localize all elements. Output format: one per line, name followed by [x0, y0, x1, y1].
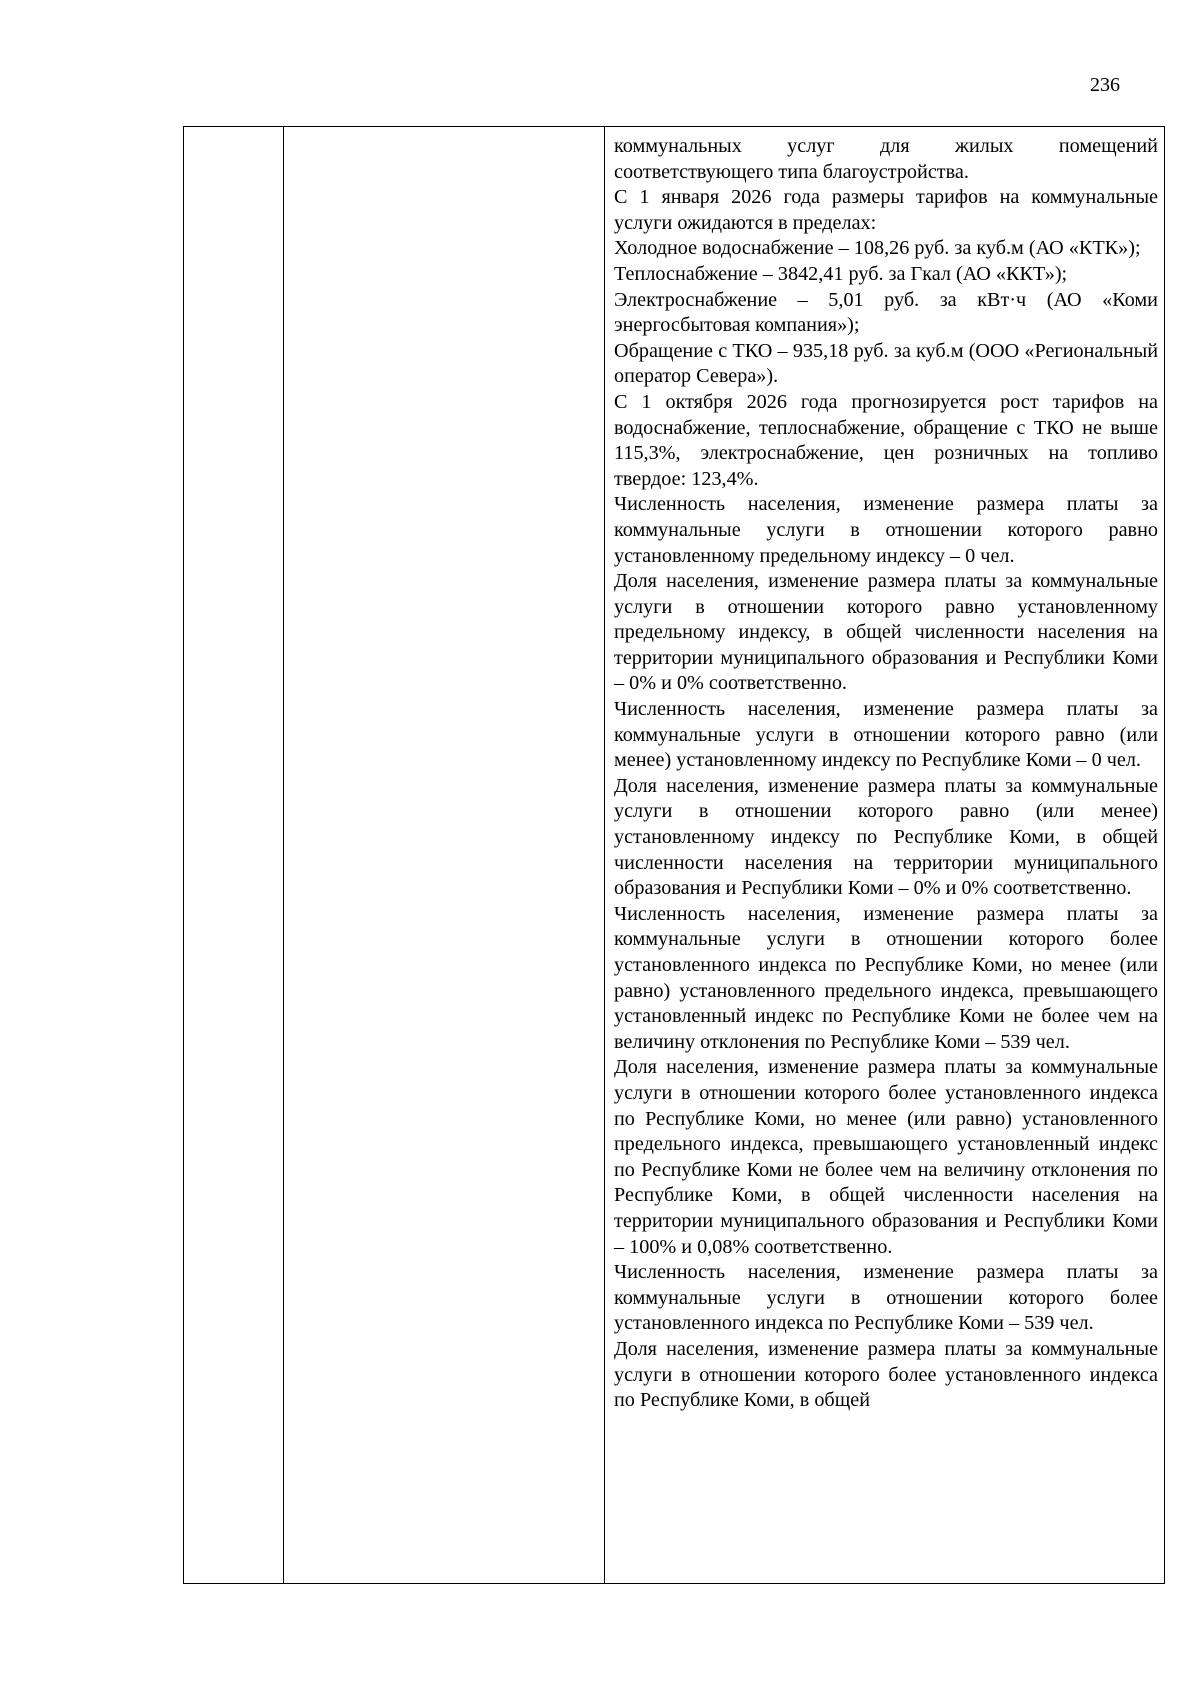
paragraph: Обращение с ТКО – 935,18 руб. за куб.м (ООО «Региональный оператор Севера»).	[614, 339, 1158, 388]
paragraph: Численность населения, изменение размера платы за коммунальные услуги в отношении которого более установленного индекса по Республике Коми, но менее (или равно) установленного предельного индекса, превышающего установленный индекс по Республике Коми не более чем на величину отклонения по Республике Коми – 539 чел.	[614, 902, 1158, 1053]
paragraph: Численность населения, изменение размера платы за коммунальные услуги в отношении которого равно (или менее) установленному индексу по Республике Коми – 0 чел.	[614, 698, 1158, 772]
table-cell-indicator	[284, 127, 605, 1584]
paragraph: Электроснабжение – 5,01 руб. за кВт·ч (АО «Коми энергосбытовая компания»);	[614, 288, 1158, 337]
paragraph: коммунальных услуг для жилых помещений соответствующего типа благоустройства.	[614, 135, 1158, 183]
paragraph: Доля населения, изменение размера платы за коммунальные услуги в отношении которого равно установленному предельному индексу, в общей численности населения на территории муниципального образования и Республики Коми – 0% и 0% соответственно.	[614, 570, 1158, 695]
paragraph: Доля населения, изменение размера платы за коммунальные услуги в отношении которого более установленного индекса по Республике Коми, но менее (или равно) установленного предельного индекса, превышающего установленный индекс по Республике Коми не более чем на величину отклонения по Республике Коми, в общей численности населения на территории муниципального образования и Республики Коми – 100% и 0,08% соответственно.	[614, 1056, 1158, 1258]
table-cell-number	[184, 127, 284, 1584]
paragraph: Теплоснабжение – 3842,41 руб. за Гкал (АО «ККТ»);	[614, 262, 1068, 285]
cell-text-block	[605, 127, 1164, 1414]
paragraph: Доля населения, изменение размера платы за коммунальные услуги в отношении которого более установленного индекса по Республике Коми, в общей	[614, 1337, 1158, 1412]
paragraph: Численность населения, изменение размера платы за коммунальные услуги в отношении которого более установленного индекса по Республике Коми – 539 чел.	[614, 1261, 1158, 1335]
page-number: 236	[1090, 74, 1120, 96]
paragraph: С 1 января 2026 года размеры тарифов на коммунальные услуги ожидаются в пределах:	[614, 186, 1158, 234]
table-cell-description	[605, 127, 1165, 1584]
paragraph: Численность населения, изменение размера платы за коммунальные услуги в отношении которого равно установленному предельному индексу – 0 чел.	[614, 493, 1158, 567]
paragraph: С 1 октября 2026 года прогнозируется рост тарифов на водоснабжение, теплоснабжение, обращение с ТКО не выше 115,3%, электроснабжение, цен розничных на топливо твердое: 123,4%.	[614, 390, 1158, 490]
paragraph: Доля населения, изменение размера платы за коммунальные услуги в отношении которого равно (или менее) установленному индексу по Республике Коми, в общей численности населения на территории муниципального образования и Республики Коми – 0% и 0% соответственно.	[614, 774, 1158, 900]
paragraph: Холодное водоснабжение – 108,26 руб. за куб.м (АО «КТК»);	[614, 237, 1141, 260]
table-row	[184, 127, 1165, 1584]
document-table	[183, 126, 1165, 1584]
